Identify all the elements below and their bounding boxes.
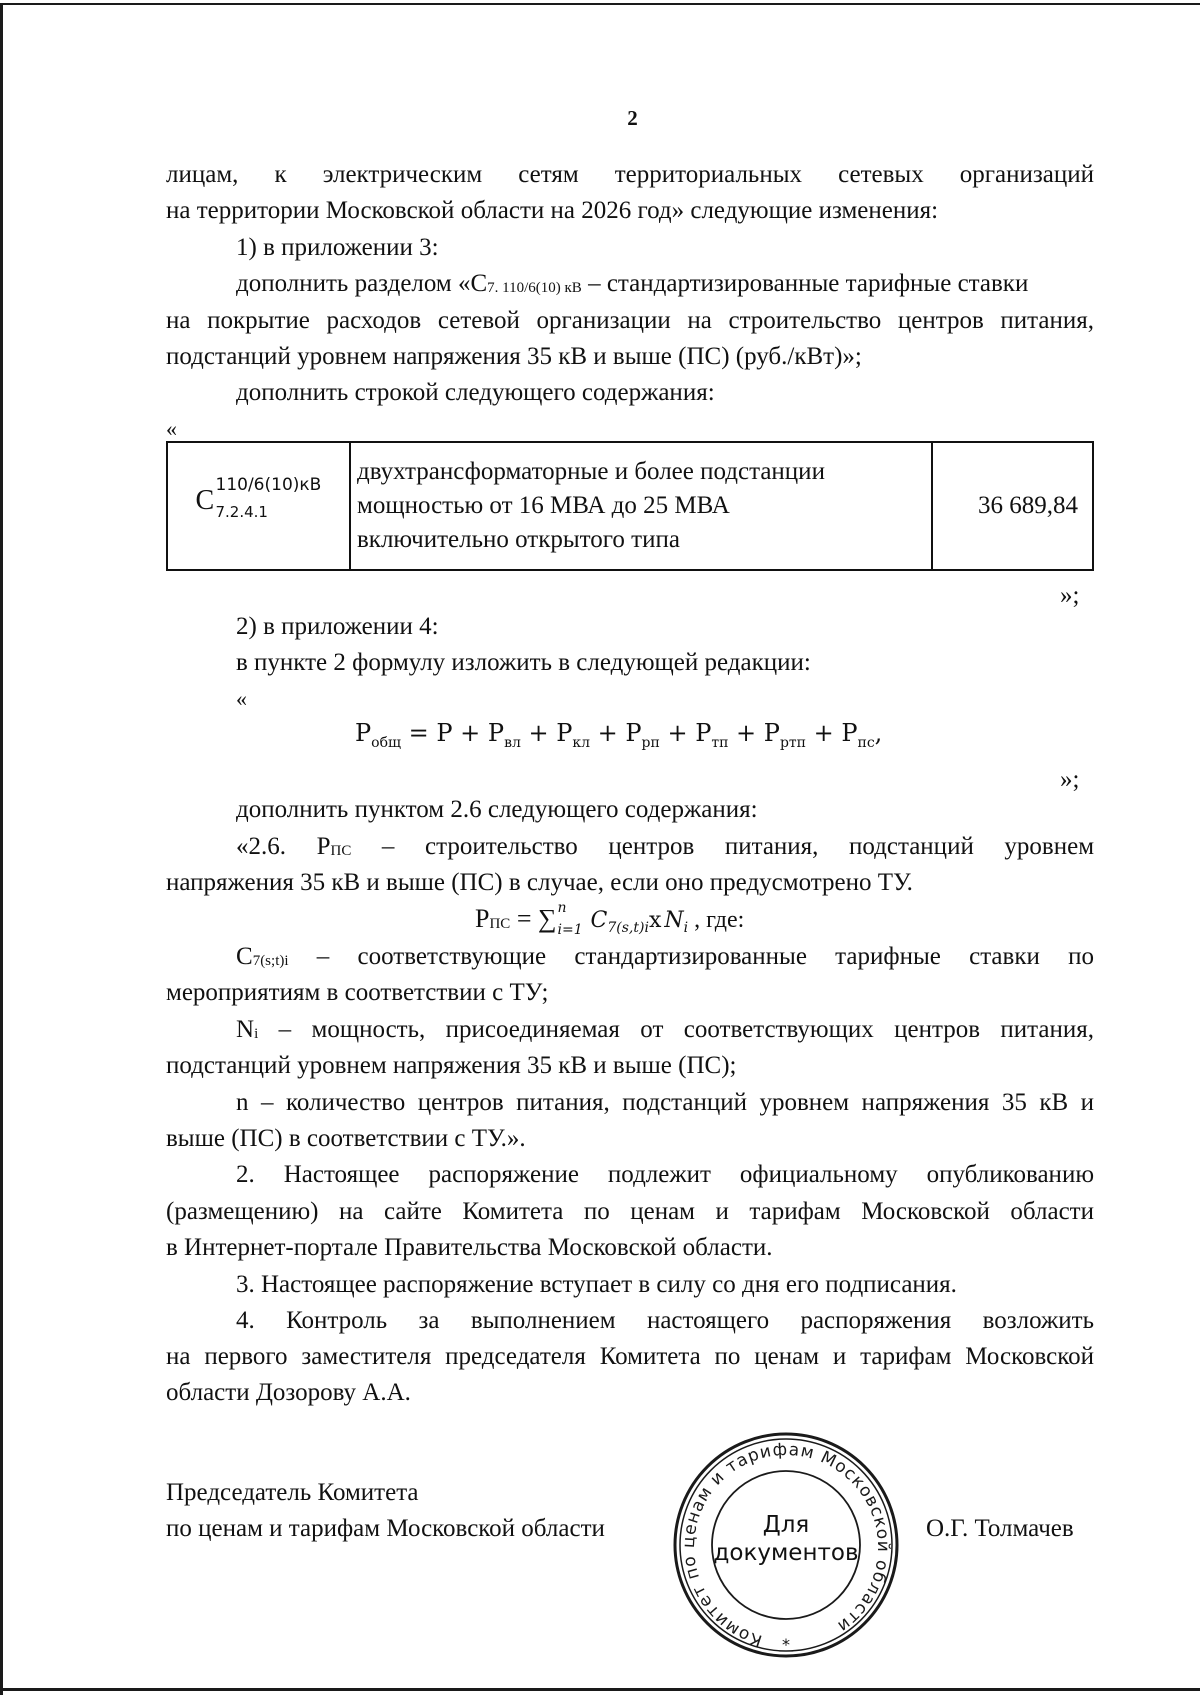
n-def-letter: N [236, 1016, 255, 1043]
table-open-quote: « [166, 416, 177, 441]
sum-n: N [664, 908, 684, 933]
stamp-ring-text: Комитет по ценам и тарифам Московской области [678, 1439, 894, 1651]
code-subscript: 7.2.4.1 [215, 503, 268, 521]
n-definition-line-1 [236, 1013, 1094, 1051]
formula-intro: в пункте 2 формулу изложить в следующей редакции: [236, 649, 811, 676]
stamp-star: * [782, 1635, 790, 1654]
count-definition-line-1: n – количество центров питания, подстанций уровнем напряжения 35 кВ и [236, 1089, 1094, 1116]
sigma-limits [557, 900, 591, 938]
section-rest: – стандартизированные тарифные ставки [581, 270, 1029, 297]
section-subscript: 7. 110/6(10) кВ [487, 280, 582, 296]
tariff-code [184, 474, 334, 528]
signatory-title-line-2: по ценам и тарифам Московской области [166, 1515, 605, 1542]
clause-4-line-3: области Дозорову А.А. [166, 1379, 411, 1406]
tariff-code-cell [167, 442, 350, 570]
sigma-symbol: ∑ [537, 904, 557, 933]
p26-text: – строительство центров питания, подстанций уровнем [351, 833, 1095, 860]
code-letter: C [195, 485, 215, 516]
formula-subscript: пс [857, 735, 875, 751]
section-line-2: на покрытие расходов сетевой организации на строительство центров питания, [166, 307, 1094, 334]
section-add-line [236, 267, 1028, 305]
page-number: 2 [627, 106, 638, 130]
formula-subscript: рп [641, 735, 660, 751]
formula-subscript: вл [504, 735, 521, 751]
sum-term: C [590, 908, 608, 933]
formula-term: + P [590, 719, 642, 747]
tariff-table [166, 441, 1094, 571]
c-definition-line-1 [236, 940, 1094, 978]
row-intro: дополнить строкой следующего содержания: [236, 379, 715, 406]
sigma-lower: i=1 [557, 922, 583, 938]
formula-term: + P [659, 719, 712, 747]
sum-n-sub: i [683, 920, 689, 936]
intro-line-1: лицам, к электрическим сетям территориальных сетевых организаций [166, 161, 1094, 188]
formula-close-quote: »; [1060, 766, 1080, 793]
sum-term-sub: 7(s,t)i [607, 920, 649, 936]
formula-term: P [355, 719, 372, 747]
p26-subscript: ПС [330, 843, 352, 859]
official-stamp [672, 1427, 900, 1663]
signatory-name: О.Г. Толмачев [926, 1515, 1074, 1542]
formula-subscript: кл [572, 735, 591, 751]
n-def-sub: i [254, 1026, 259, 1042]
point-intro: дополнить пунктом 2.6 следующего содержания: [236, 796, 758, 823]
clause-2-line-1: 2. Настоящее распоряжение подлежит официальному опубликованию [236, 1161, 1094, 1188]
scan-border-bottom [0, 1688, 1200, 1691]
tariff-description-cell [350, 442, 932, 570]
c-def-letter: С [236, 943, 253, 970]
table-close-quote: »; [1060, 582, 1080, 609]
formula-term: = P + P [401, 719, 505, 747]
appendix3-heading: 1) в приложении 3: [236, 234, 439, 261]
tariff-value-cell: 36 689,84 [932, 442, 1093, 570]
description-line: включительно открытого типа [357, 526, 680, 553]
c-definition-line-2: мероприятиям в соответствии с ТУ; [166, 979, 549, 1006]
formula-subscript: ртп [779, 735, 806, 751]
signatory-title-line-1: Председатель Комитета [166, 1479, 419, 1506]
description-line: мощностью от 16 МВА до 25 МВА [357, 492, 730, 519]
section-prefix: дополнить разделом «С [236, 270, 488, 297]
formula-term: + P [805, 719, 858, 747]
table-row [167, 442, 1093, 570]
p26-lead: «2.6. Р [236, 833, 331, 860]
formula-term: + P [728, 719, 780, 747]
c-def-sub: 7(s;t)i [252, 953, 289, 969]
sum-times: x [648, 908, 662, 933]
formula-term: + P [520, 719, 573, 747]
sigma-upper: n [557, 900, 567, 916]
formula-subscript: общ [371, 735, 402, 751]
stamp-center-line-1: Для [762, 1512, 810, 1538]
description-line: двухтрансформаторные и более подстанции [357, 458, 825, 485]
c-def-text: – соответствующие стандартизированные тарифные ставки по [288, 943, 1094, 970]
total-formula [355, 716, 882, 760]
sum-where: , где: [688, 907, 745, 933]
sum-lhs-sub: ПС [489, 916, 511, 932]
stamp-center-line-2: документов [713, 1540, 859, 1566]
clause-3: 3. Настоящее распоряжение вступает в силу со дня его подписания. [236, 1271, 957, 1298]
clause-4-line-2: на первого заместителя председателя Комитета по ценам и тарифам Московской [166, 1343, 1094, 1370]
clause-4-line-1: 4. Контроль за выполнением настоящего распоряжения возложить [236, 1307, 1094, 1334]
formula-open-quote: « [236, 686, 247, 711]
sum-formula [475, 902, 744, 945]
n-definition-line-2: подстанций уровнем напряжения 35 кВ и выше (ПС); [166, 1052, 737, 1079]
sum-lhs: Р [475, 904, 490, 933]
formula-subscript: тп [711, 735, 729, 751]
n-def-text: – мощность, присоединяемая от соответствующих центров питания, [258, 1016, 1094, 1043]
point-2-6-line-2: напряжения 35 кВ и выше (ПС) в случае, если оно предусмотрено ТУ. [166, 869, 913, 896]
scan-border-left [0, 3, 3, 1695]
clause-2-line-2: (размещению) на сайте Комитета по ценам и тарифам Московской области [166, 1198, 1094, 1225]
intro-line-2: на территории Московской области на 2026 год» следующие изменения: [166, 197, 939, 224]
scan-border-top [2, 3, 1200, 5]
formula-term: , [874, 719, 883, 747]
section-line-3: подстанций уровнем напряжения 35 кВ и выше (ПС) (руб./кВт)»; [166, 343, 862, 370]
appendix4-heading: 2) в приложении 4: [236, 613, 439, 640]
code-superscript: 110/6(10)кВ [215, 475, 322, 495]
count-definition-line-2: выше (ПС) в соответствии с ТУ.». [166, 1125, 526, 1152]
clause-2-line-3: в Интернет-портале Правительства Московской области. [166, 1234, 773, 1261]
point-2-6-line-1 [236, 830, 1094, 868]
sum-eq: = [510, 904, 538, 933]
